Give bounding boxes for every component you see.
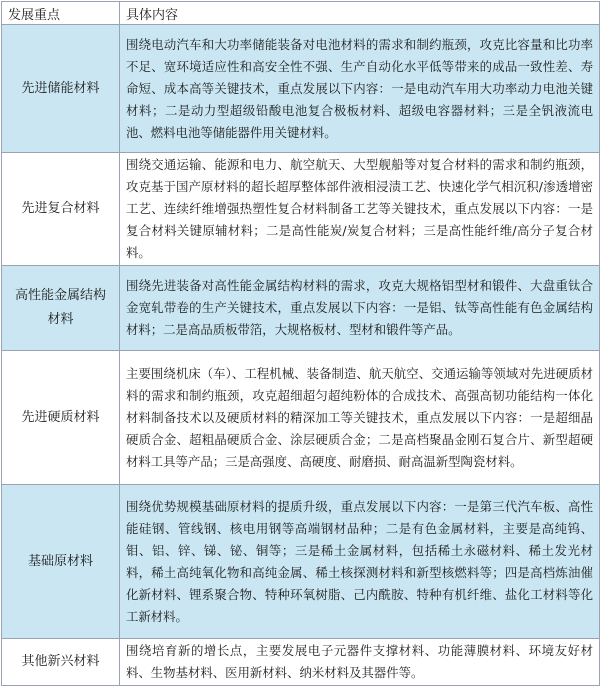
- table-row: [2, 266, 600, 351]
- category-cell: [2, 25, 120, 153]
- category-label: 先进复合材料: [21, 201, 100, 216]
- category-label: 先进储能材料: [21, 80, 100, 96]
- table-row: [2, 485, 600, 639]
- table-header-row: [2, 2, 600, 25]
- content-cell: 围绕培育新的增长点，主要发展电子元器件支撑材料、功能薄膜材料、环境友好材料、生物基材料、医用新材料、纳米材料及其器件等。: [120, 639, 600, 686]
- table-row: [2, 25, 600, 153]
- development-focus-table: [1, 1, 600, 686]
- category-cell: [2, 266, 120, 351]
- category-label: 高性能金属结构材料: [14, 288, 106, 327]
- category-cell: [2, 351, 120, 485]
- content-cell: 围绕交通运输、能源和电力、航空航天、大型舰船等对复合材料的需求和制约瓶颈，攻克基于国产原材料的超长超厚整体部件液相浸渍工艺、快速化学气相沉积/渗透增密工艺、连续纤维增强热塑性复合材料制备工艺等关键技术，重点发展以下内容：一是复合材料关键原辅材料；二是高性能炭/炭复合材料；三是高性能纤维/高分子复合材料。: [120, 153, 600, 266]
- category-cell: [2, 153, 120, 266]
- column-header-content: 具体内容: [120, 2, 600, 25]
- content-cell: 围绕电动汽车和大功率储能装备对电池材料的需求和制约瓶颈，攻克比容量和比功率不足、宽环境适应性和高安全性不强、生产自动化水平低等带来的成品一致性差、寿命短、成本高等关键技术，重点发展以下内容：一是电动汽车用大功率动力电池关键材料；二是动力型超级铅酸电池复合极板材料、超级电容器材料；三是全钒液流电池、燃料电池等储能器件用关键材料。: [120, 25, 600, 153]
- category-cell: [2, 639, 120, 686]
- category-label: 基础原材料: [27, 553, 93, 569]
- category-label: 其他新兴材料: [21, 654, 100, 669]
- table-row: [2, 153, 600, 266]
- column-header-focus: 发展重点: [2, 2, 120, 25]
- table-row: [2, 351, 600, 485]
- category-label: 先进硬质材料: [21, 409, 100, 425]
- content-cell: 围绕优势规模基础原材料的提质升级，重点发展以下内容：一是第三代汽车板、高性能硅钢、管线钢、核电用钢等高端钢材品种；二是有色金属材料，主要是高纯钨、钼、铝、锌、锑、铋、铜等；三是稀土金属材料，包括稀土永磁材料、稀土发光材料，稀土高纯氧化物和高纯金属、稀土核探测材料和新型核燃料等；四是高档炼油催化新材料、锂系聚合物、特种环氧树脂、己内酰胺、特种有机纤维、盐化工材料等化工新材料。: [120, 485, 600, 639]
- table-row: [2, 639, 600, 686]
- content-cell: 围绕先进装备对高性能金属结构材料的需求，攻克大规格铝型材和锻件、大盘重钛合金宽轧带卷的生产关键技术，重点发展以下内容：一是铝、钛等高性能有色金属结构材料；二是高品质板带箔，大规格板材、型材和锻件等产品。: [120, 266, 600, 351]
- content-cell: 主要围绕机床（车）、工程机械、装备制造、航天航空、交通运输等领域对先进硬质材料的需求和制约瓶颈，攻克超细超匀超纯粉体的合成技术、高强高韧功能结构一体化材料制备技术以及硬质材料的精深加工等关键技术，重点发展以下内容：一是超细晶硬质合金、超粗晶硬质合金、涂层硬质合金；二是高档聚晶金刚石复合片、新型超硬材料工具等产品；三是高强度、高硬度、耐磨损、耐高温新型陶瓷材料。: [120, 351, 600, 485]
- category-cell: [2, 485, 120, 639]
